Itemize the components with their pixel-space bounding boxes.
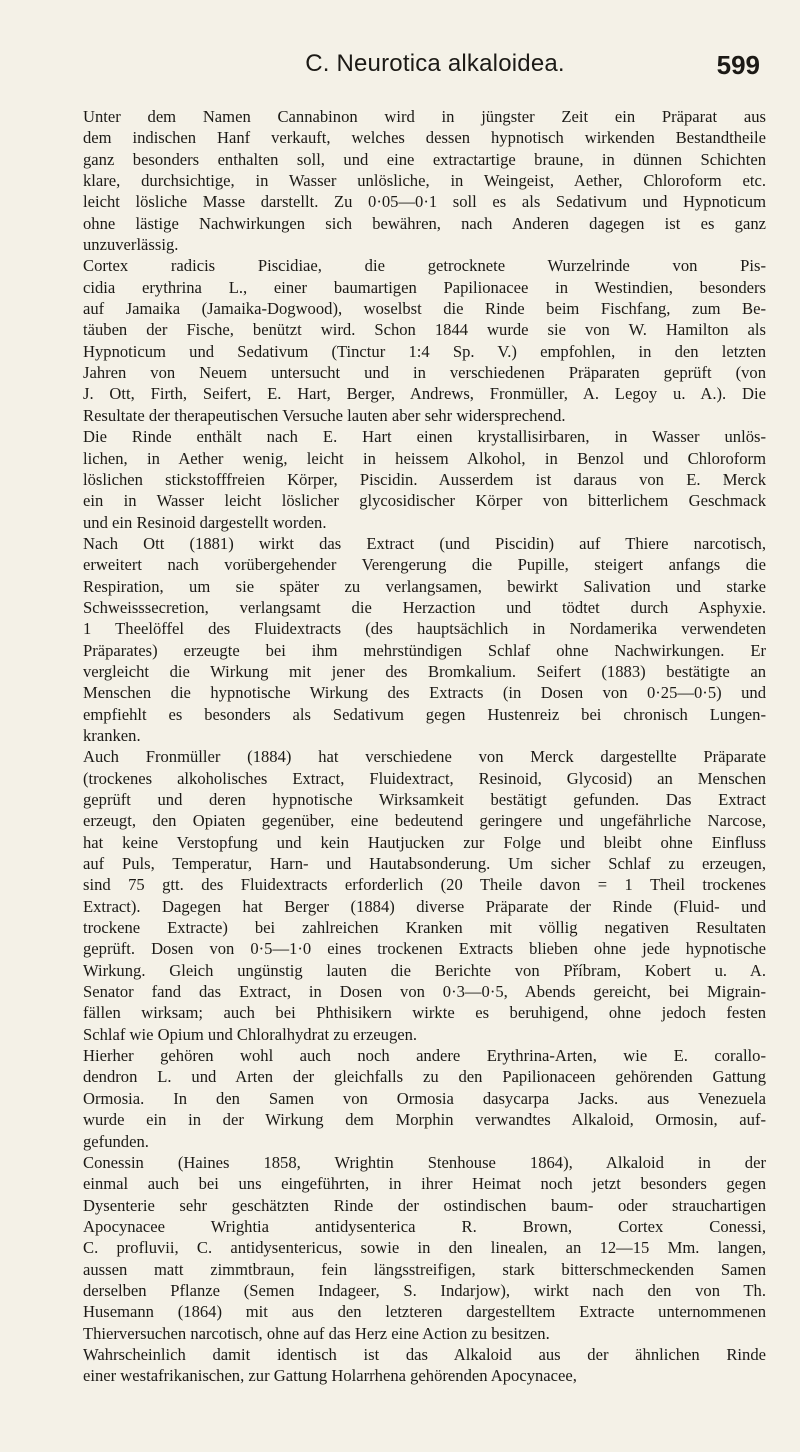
running-title: C. Neurotica alkaloidea. bbox=[305, 50, 565, 77]
text-line: fällen wirksam; auch bei Phthisikern wirkte es beruhigend, ohne jedoch festen bbox=[83, 1003, 766, 1023]
text-line: einer westafrikanischen, zur Gattung Holarrhena gehörenden Apocynacee, bbox=[83, 1366, 577, 1386]
page-number: 599 bbox=[716, 50, 760, 80]
text-line: Dysenterie sehr geschätzten Rinde der ostindischen baum- oder strauchartigen bbox=[83, 1195, 766, 1215]
text-line: kranken. bbox=[83, 725, 141, 745]
paragraph bbox=[58, 1344, 766, 1387]
text-line: ganz besonders enthalten soll, und eine extractartige braune, in dünnen Schichten bbox=[83, 149, 766, 169]
text-line: Conessin (Haines 1858, Wrightin Stenhouse 1864), Alkaloid in der bbox=[83, 1152, 766, 1172]
text-line: Menschen die hypnotische Wirkung des Extracts (in Dosen von 0·25—0·5) und bbox=[83, 683, 766, 703]
text-line: auf Jamaika (Jamaika-Dogwood), woselbst die Rinde beim Fischfang, zum Be- bbox=[83, 299, 766, 319]
text-line: erweitert nach vorübergehender Verengerung die Pupille, steigert anfangs die bbox=[83, 555, 766, 575]
text-line: Wahrscheinlich damit identisch ist das Alkaloid aus der ähnlichen Rinde bbox=[83, 1344, 766, 1364]
text-line: Jahren von Neuem untersucht und in verschiedenen Präparaten geprüft (von bbox=[83, 363, 766, 383]
text-line: cidia erythrina L., einer baumartigen Papilionacee in Westindien, besonders bbox=[83, 277, 766, 297]
text-line: trockene Extracte) bei zahlreichen Kranken mit völlig negativen Resultaten bbox=[83, 918, 766, 938]
paragraph bbox=[58, 1045, 766, 1152]
text-line: derselben Pflanze (Semen Indageer, S. Indarjow), wirkt nach den von Th. bbox=[83, 1280, 766, 1300]
text-line: Schlaf wie Opium und Chloralhydrat zu erzeugen. bbox=[83, 1024, 418, 1044]
text-line: 1 Theelöffel des Fluidextracts (des hauptsächlich in Nordamerika verwendeten bbox=[83, 619, 766, 639]
text-line: leicht lösliche Masse darstellt. Zu 0·05—0·1 soll es als Sedativum und Hypnoticum bbox=[83, 192, 766, 212]
text-line: Präparates) erzeugte bei ihm mehrstündigen Schlaf ohne Nachwirkungen. Er bbox=[83, 640, 766, 660]
text-line: lichen, in Aether wenig, leicht in heissem Alkohol, in Benzol und Chloroform bbox=[83, 448, 766, 468]
text-line: hat keine Verstopfung und kein Hautjucken zur Folge und bleibt ohne Einfluss bbox=[83, 832, 766, 852]
text-line: löslichen stickstofffreien Körper, Piscidin. Ausserdem ist daraus von E. Merck bbox=[83, 469, 766, 489]
text-line: Ormosia. In den Samen von Ormosia dasycarpa Jacks. aus Venezuela bbox=[83, 1088, 766, 1108]
text-line: (trockenes alkoholisches Extract, Fluidextract, Resinoid, Glycosid) an Menschen bbox=[83, 768, 766, 788]
text-line: J. Ott, Firth, Seifert, E. Hart, Berger, Andrews, Fronmüller, A. Legoy u. A.). Die bbox=[83, 384, 766, 404]
text-line: Hypnoticum und Sedativum (Tinctur 1:4 Sp. V.) empfohlen, in den letzten bbox=[83, 341, 766, 361]
text-line: Husemann (1864) mit aus den letzteren dargestelltem Extracte unternommenen bbox=[83, 1302, 766, 1322]
text-line: auf Puls, Temperatur, Harn- und Hautabsonderung. Um sicher Schlaf zu erzeugen, bbox=[83, 854, 766, 874]
text-line: C. profluvii, C. antidysentericus, sowie in den linealen, an 12—15 Mm. langen, bbox=[83, 1238, 766, 1258]
text-line: Die Rinde enthält nach E. Hart einen krystallisirbaren, in Wasser unlös- bbox=[83, 427, 766, 447]
text-line: ein in Wasser leicht löslicher glycosidischer Körper von bitterlichem Geschmack bbox=[83, 491, 766, 511]
paragraph bbox=[58, 533, 766, 746]
text-line: gefunden. bbox=[83, 1131, 149, 1151]
paragraph bbox=[58, 1152, 766, 1344]
text-line: einmal auch bei uns eingeführten, in ihrer Heimat noch jetzt besonders gegen bbox=[83, 1174, 766, 1194]
text-line: Resultate der therapeutischen Versuche lauten aber sehr widersprechend. bbox=[83, 405, 566, 425]
text-line: Respiration, um sie später zu verlangsamen, bewirkt Salivation und starke bbox=[83, 576, 766, 596]
body-text bbox=[58, 106, 766, 1387]
paragraph bbox=[58, 426, 766, 533]
text-line: Thierversuchen narcotisch, ohne auf das Herz eine Action zu besitzen. bbox=[83, 1323, 550, 1343]
text-line: Apocynacee Wrightia antidysenterica R. Brown, Cortex Conessi, bbox=[83, 1216, 766, 1236]
text-line: vergleicht die Wirkung mit jener des Bromkalium. Seifert (1883) bestätigte an bbox=[83, 661, 766, 681]
text-line: aussen matt zimmtbraun, fein längsstreifigen, stark bitterschmeckenden Samen bbox=[83, 1259, 766, 1279]
text-line: sind 75 gtt. des Fluidextracts erforderlich (20 Theile davon = 1 Theil trockenes bbox=[83, 875, 766, 895]
paragraph bbox=[58, 255, 766, 426]
text-line: und ein Resinoid dargestellt worden. bbox=[83, 512, 327, 532]
paragraph bbox=[58, 106, 766, 255]
text-line: dendron L. und Arten der gleichfalls zu den Papilionaceen gehörenden Gattung bbox=[83, 1067, 766, 1087]
text-line: geprüft. Dosen von 0·5—1·0 eines trockenen Extracts blieben ohne jede hypnotische bbox=[83, 939, 766, 959]
text-line: Hierher gehören wohl auch noch andere Erythrina-Arten, wie E. corallo- bbox=[83, 1046, 766, 1066]
text-line: Auch Fronmüller (1884) hat verschiedene von Merck dargestellte Präparate bbox=[83, 747, 766, 767]
text-line: klare, durchsichtige, in Wasser unlösliche, in Weingeist, Aether, Chloroform etc. bbox=[83, 171, 766, 191]
text-line: täuben der Fische, benützt wird. Schon 1844 wurde sie von W. Hamilton als bbox=[83, 320, 766, 340]
text-line: erzeugt, den Opiaten gegenüber, eine bedeutend geringere und ungefährliche Narcose, bbox=[83, 811, 766, 831]
text-line: Wirkung. Gleich ungünstig lauten die Berichte von Příbram, Kobert u. A. bbox=[83, 960, 766, 980]
text-line: empfiehlt es besonders als Sedativum gegen Hustenreiz bei chronisch Lungen- bbox=[83, 704, 766, 724]
text-line: dem indischen Hanf verkauft, welches dessen hypnotisch wirkenden Bestandtheile bbox=[83, 128, 766, 148]
text-line: Extract). Dagegen hat Berger (1884) diverse Präparate der Rinde (Fluid- und bbox=[83, 896, 766, 916]
text-line: Unter dem Namen Cannabinon wird in jüngster Zeit ein Präparat aus bbox=[83, 107, 766, 126]
text-line: Senator fand das Extract, in Dosen von 0·3—0·5, Abends gereicht, bei Migrain- bbox=[83, 982, 766, 1002]
text-line: geprüft und deren hypnotische Wirksamkeit bestätigt gefunden. Das Extract bbox=[83, 790, 766, 809]
text-line: unzuverlässig. bbox=[83, 235, 179, 255]
text-line: Nach Ott (1881) wirkt das Extract (und Piscidin) auf Thiere narcotisch, bbox=[83, 533, 766, 553]
text-line: wurde ein in der Wirkung dem Morphin verwandtes Alkaloid, Ormosin, auf- bbox=[83, 1110, 766, 1130]
text-line: ohne lästige Nachwirkungen sich bewähren, nach Anderen dagegen ist es ganz bbox=[83, 213, 766, 233]
paragraph bbox=[58, 746, 766, 1045]
text-line: Schweisssecretion, verlangsamt die Herzaction und tödtet durch Asphyxie. bbox=[83, 597, 766, 617]
page-header bbox=[60, 50, 760, 90]
text-line: Cortex radicis Piscidiae, die getrocknete Wurzelrinde von Pis- bbox=[83, 256, 766, 276]
